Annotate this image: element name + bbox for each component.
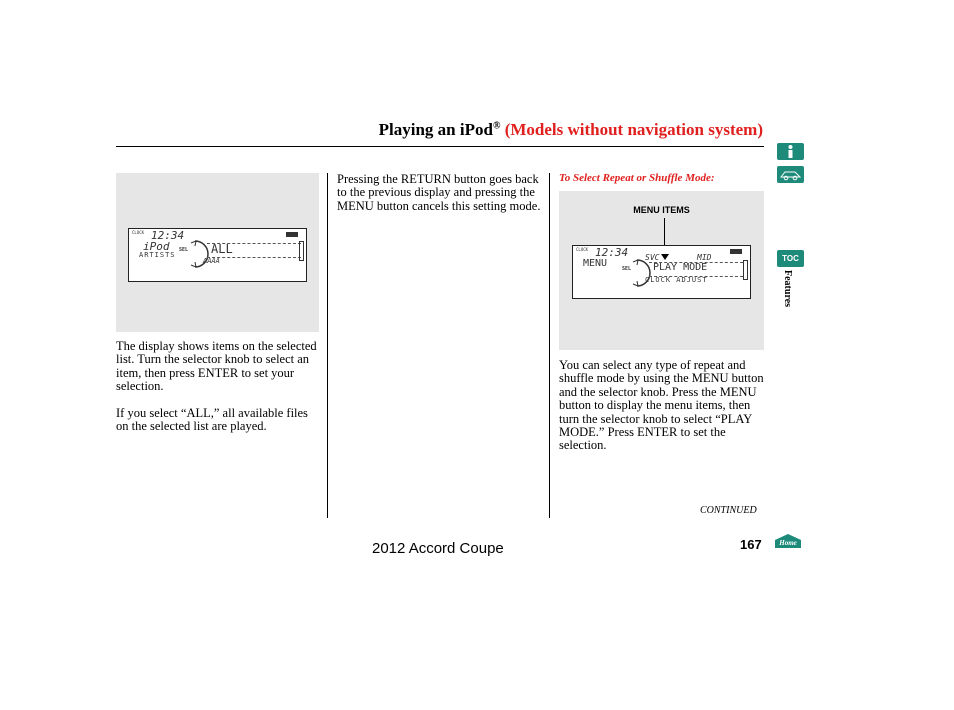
scroll-bar	[299, 241, 304, 261]
lcd-time: 12:34	[151, 229, 185, 242]
col1-paragraph-2: If you select “ALL,” all available files on the selected list are played.	[116, 406, 308, 434]
figure-menu-display	[559, 191, 764, 350]
scroll-bar	[743, 260, 748, 280]
page-number: 167	[740, 537, 762, 552]
col1-paragraph-1: The display shows items on the selected list. Turn the selector knob to select an item, then press ENTER to set your selection.	[116, 339, 317, 394]
lcd-menu: MENU	[583, 258, 608, 269]
continued-label: CONTINUED	[700, 505, 757, 516]
car-icon	[777, 166, 804, 183]
arrow-down-icon	[660, 253, 670, 261]
header-rule	[116, 146, 764, 147]
lcd-clock-label: CLOCK	[576, 247, 589, 252]
title-subtitle: (Models without navigation system)	[504, 120, 763, 139]
registered-mark: ®	[492, 120, 501, 132]
lcd-sel: SEL	[179, 247, 189, 253]
toc-button[interactable]: TOC	[777, 250, 804, 267]
battery-icon	[286, 232, 298, 237]
page-title	[116, 120, 763, 140]
lcd-item: PLAY MODE	[653, 262, 708, 273]
lcd-category: ARTISTS	[139, 251, 176, 259]
section-label: Features	[782, 270, 793, 308]
subheading-repeat-shuffle: To Select Repeat or Shuffle Mode:	[559, 172, 715, 184]
column-divider-2	[549, 173, 550, 518]
lcd-time: 12:34	[595, 246, 629, 259]
column-divider-1	[327, 173, 328, 518]
vehicle-button[interactable]	[777, 166, 804, 183]
lcd-subitem: CLOCK ADJUST	[645, 276, 708, 284]
lcd-mid: MID	[697, 253, 712, 262]
callout-menu-items: MENU ITEMS	[633, 205, 690, 215]
col3-paragraph-1: You can select any type of repeat and shuffle mode by using the MENU button and the selector knob. Press the MENU button to display the menu items, then turn the selector knob to select “PLAY MODE.” Press ENTER to set the selection.	[559, 358, 764, 453]
lcd-subitem: AAAA	[203, 257, 220, 265]
lcd-svc: SVC	[645, 253, 660, 262]
section-tab-features[interactable]	[781, 270, 795, 330]
info-icon	[777, 143, 804, 160]
home-label: Home	[779, 539, 797, 547]
info-button[interactable]	[777, 143, 804, 160]
col2-paragraph-1: Pressing the RETURN button goes back to the previous display and pressing the MENU button cancels this setting mode.	[337, 172, 541, 213]
footer-model: 2012 Accord Coupe	[372, 540, 504, 557]
lcd-sel: SEL	[622, 266, 632, 272]
lcd-source: iPod	[143, 240, 170, 253]
home-button[interactable]	[774, 533, 802, 549]
lcd-clock-label: CLOCK	[132, 230, 145, 235]
lcd-display	[128, 228, 307, 282]
figure-ipod-display	[116, 173, 319, 332]
lcd-item: ALL	[211, 242, 233, 256]
lcd-display	[572, 245, 751, 299]
battery-icon	[730, 249, 742, 254]
title-main: Playing an iPod	[378, 120, 493, 139]
